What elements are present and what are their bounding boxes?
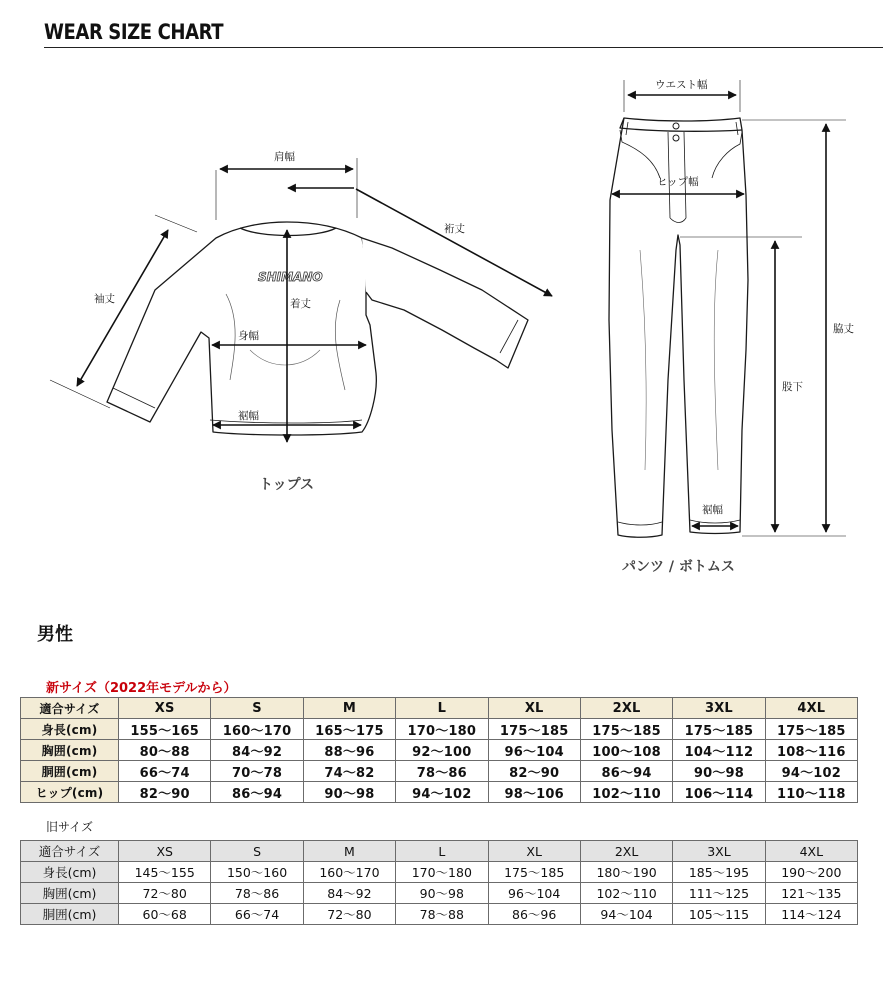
table-row (21, 740, 858, 761)
header-cell: M (303, 698, 395, 719)
title-divider (44, 47, 883, 48)
table-row (21, 883, 858, 904)
row-header: 胴囲(cm) (21, 904, 119, 925)
header-cell: XS (119, 841, 211, 862)
header-cell: XS (119, 698, 211, 719)
hem-width-label: 裾幅 (238, 410, 259, 422)
table-cell: 105〜115 (673, 904, 765, 925)
table-cell: 82〜90 (488, 761, 580, 782)
pants-hem-label: 裾幅 (702, 504, 723, 516)
body-length-label: 着丈 (290, 298, 311, 310)
table-cell: 96〜104 (488, 740, 580, 761)
table-cell: 94〜104 (580, 904, 672, 925)
table-cell: 60〜68 (119, 904, 211, 925)
sleeve-length-label: 袖丈 (94, 293, 115, 305)
header-cell: 適合サイズ (21, 841, 119, 862)
inseam-label: 股下 (782, 381, 803, 393)
table-cell: 175〜185 (580, 719, 672, 740)
table-row (21, 719, 858, 740)
table-cell: 190〜200 (765, 862, 857, 883)
table-cell: 96〜104 (488, 883, 580, 904)
table-row (21, 862, 858, 883)
table-cell: 111〜125 (673, 883, 765, 904)
section-title: 男性 (37, 624, 73, 645)
shoulder-width-label: 肩幅 (274, 151, 295, 163)
table-cell: 102〜110 (580, 883, 672, 904)
table-cell: 78〜86 (211, 883, 303, 904)
table-cell: 78〜86 (396, 761, 488, 782)
header-cell: M (303, 841, 395, 862)
table-cell: 100〜108 (580, 740, 672, 761)
table-cell: 80〜88 (119, 740, 211, 761)
table-cell: 114〜124 (765, 904, 857, 925)
new-size-table (20, 697, 858, 803)
header-cell: 適合サイズ (21, 698, 119, 719)
table-cell: 94〜102 (396, 782, 488, 803)
row-header: 胸囲(cm) (21, 883, 119, 904)
table-cell: 160〜170 (211, 719, 303, 740)
yuki-length-label: 裄丈 (444, 223, 465, 235)
header-cell: 3XL (673, 841, 765, 862)
old-size-label: 旧サイズ (46, 820, 94, 834)
table-cell: 90〜98 (303, 782, 395, 803)
table-cell: 88〜96 (303, 740, 395, 761)
table-cell: 98〜106 (488, 782, 580, 803)
table-cell: 175〜185 (488, 862, 580, 883)
header-cell: 2XL (580, 841, 672, 862)
table-cell: 104〜112 (673, 740, 765, 761)
table-cell: 90〜98 (396, 883, 488, 904)
table-header-row (21, 841, 858, 862)
table-cell: 175〜185 (673, 719, 765, 740)
table-cell: 86〜94 (580, 761, 672, 782)
header-cell: 4XL (765, 698, 857, 719)
table-cell: 121〜135 (765, 883, 857, 904)
old-size-table (20, 840, 858, 925)
row-header: ヒップ(cm) (21, 782, 119, 803)
header-cell: XL (488, 698, 580, 719)
button-icon (673, 123, 679, 129)
table-row (21, 904, 858, 925)
table-row (21, 761, 858, 782)
table-cell: 82〜90 (119, 782, 211, 803)
size-diagram (0, 50, 883, 590)
header-cell: 4XL (765, 841, 857, 862)
table-cell: 78〜88 (396, 904, 488, 925)
table-cell: 66〜74 (211, 904, 303, 925)
table-cell: 106〜114 (673, 782, 765, 803)
table-cell: 94〜102 (765, 761, 857, 782)
header-cell: L (396, 698, 488, 719)
page-title: WEAR SIZE CHART (44, 20, 224, 44)
table-cell: 72〜80 (303, 904, 395, 925)
header-cell: 2XL (580, 698, 672, 719)
tops-label: トップス (259, 477, 315, 493)
table-cell: 102〜110 (580, 782, 672, 803)
header-cell: XL (488, 841, 580, 862)
new-size-label: 新サイズ（2022年モデルから） (46, 681, 237, 696)
header-cell: S (211, 698, 303, 719)
header-cell: L (396, 841, 488, 862)
table-cell: 84〜92 (303, 883, 395, 904)
header-cell: 3XL (673, 698, 765, 719)
table-cell: 155〜165 (119, 719, 211, 740)
table-cell: 92〜100 (396, 740, 488, 761)
table-cell: 175〜185 (488, 719, 580, 740)
table-cell: 84〜92 (211, 740, 303, 761)
button-icon (673, 135, 679, 141)
table-row (21, 782, 858, 803)
row-header: 胴囲(cm) (21, 761, 119, 782)
table-cell: 70〜78 (211, 761, 303, 782)
row-header: 胸囲(cm) (21, 740, 119, 761)
table-cell: 86〜96 (488, 904, 580, 925)
table-cell: 170〜180 (396, 862, 488, 883)
table-cell: 160〜170 (303, 862, 395, 883)
table-cell: 110〜118 (765, 782, 857, 803)
table-cell: 90〜98 (673, 761, 765, 782)
hip-width-label: ヒップ幅 (657, 176, 699, 188)
table-cell: 145〜155 (119, 862, 211, 883)
shimano-logo: SHIMANO (258, 270, 323, 284)
table-cell: 108〜116 (765, 740, 857, 761)
table-cell: 180〜190 (580, 862, 672, 883)
table-cell: 150〜160 (211, 862, 303, 883)
outseam-label: 脇丈 (833, 323, 854, 335)
table-cell: 66〜74 (119, 761, 211, 782)
table-cell: 72〜80 (119, 883, 211, 904)
table-cell: 175〜185 (765, 719, 857, 740)
row-header: 身長(cm) (21, 719, 119, 740)
table-cell: 165〜175 (303, 719, 395, 740)
table-header-row (21, 698, 858, 719)
body-width-label: 身幅 (238, 330, 259, 342)
row-header: 身長(cm) (21, 862, 119, 883)
waist-width-label: ウエスト幅 (655, 79, 708, 91)
table-cell: 185〜195 (673, 862, 765, 883)
header-cell: S (211, 841, 303, 862)
pants-label: パンツ / ボトムス (622, 559, 735, 575)
tops-illustration (107, 222, 528, 435)
table-cell: 74〜82 (303, 761, 395, 782)
table-cell: 170〜180 (396, 719, 488, 740)
table-cell: 86〜94 (211, 782, 303, 803)
